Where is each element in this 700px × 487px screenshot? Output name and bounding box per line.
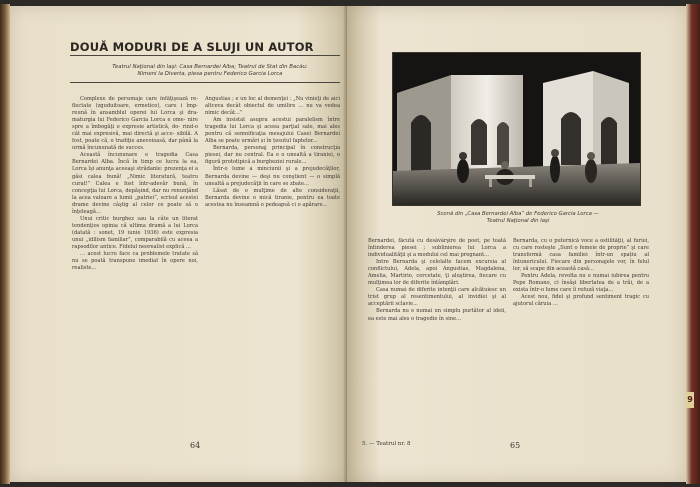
paragraph: Intre Bernarda şi celelalte facem excursia al conflictului, Adela, apoi Angustias, Magdalena, Amelia, Martirio, cercetate, ţi aluştirea, fiecare cu mulţimea lor de diferite întâmplări. <box>368 259 506 287</box>
photo-caption <box>398 211 638 225</box>
paragraph: Casa numai de diferite intenţii care alcătuiesc un trist grup al resentimentului, al invidiei şi al acceptării sclavie... <box>368 287 506 308</box>
book-binding-left <box>0 4 10 484</box>
paragraph: Pentru Adela, revolta nu e numai iubirea pentru Pepe Romano, ci însăşi libertatea de a trăi, de a exista într-o lume care îi refuză viaţa... <box>513 273 649 294</box>
paragraph: Angustias ; e un loc al demenţei : „Nu vinieţi de aici altceva decât obiectul de umilire ... nu va vedea nimic decât...” <box>205 96 340 117</box>
page-tab-marker: 9 <box>686 392 694 408</box>
article-subtitle <box>80 64 340 78</box>
right-page-column-2 <box>513 238 649 448</box>
paragraph: Lăsat de o mulţime de alte consideraţii, Bernarda devine o mică tiranie, pentru ea toate acestea nu înseamnă o pedeapsă ci o apărare... <box>205 187 340 208</box>
caption-line-2: Teatrul Naţional din Iaşi <box>486 218 550 224</box>
paragraph: Bernarda nu e numai un simplu purtător al ideii, ea este mai ales o tragedie în sine... <box>368 308 506 322</box>
right-page-column-1 <box>368 238 506 448</box>
article-title: DOUĂ MODURI DE A SLUJI UN AUTOR <box>70 40 314 54</box>
title-divider-bottom <box>70 82 340 83</box>
caption-line-1: Scenă din „Casa Bernardei Alba” de Federico Garcia Lorca — <box>437 211 599 217</box>
stage-scene-image <box>393 53 640 205</box>
left-page-column-2 <box>205 96 340 446</box>
left-page-column-1 <box>72 96 198 446</box>
paragraph: Această încununare e tragedia Casa Bernardei Alba. Încă în timp ce lucra la ea, Lorca își anunţa aceeaşi strădanie: prezenţa ei a găsi calea bună! „Nimic literatură, teatru curat!” Calea e fost într-adevăr bună, în concepţia lui Lorca, depăşind, dar nu renunţând la acea valoare a lumii „patriei”, scrisul acestei drame devine câştig al celor ce poate să o înţeleagă... <box>72 152 198 215</box>
paragraph: Bernarda, cu o puternică voce a ostilităţii, al furiei, cu care rosteşte „Sunt o femeie de proprie” şi care transformă casa familiei într-un spațiu al întunericului. Fiecare din personajele vor, în felul lor, să scape din această casă... <box>513 238 649 273</box>
page-number-right: 65 <box>510 441 521 450</box>
paragraph: … acest lucru face ca problemele tratate să nu se poată transpune imediat în opere noi, realiste... <box>72 251 198 272</box>
paragraph: Complexe de personaje care înfăţişează re- flectate (zguduitoare, ermetice), care i împ- reună în ansamblul operei lui Lorca şi dra- maturgia lui Federico Garcia Lorca e ome- nire spre a îmbogăţi o expresie artistică, do- rind-o cât mai expresivă, mai directă şi acce- sibilă. A fost, poate că, o tradiţie anevoioasă, dar până la urmă încununată de succes. <box>72 96 198 152</box>
page-footer: 5. — Teatrul nr. 8 <box>362 441 411 447</box>
paragraph: Am insistat asupra acestui paralelism între tragedia lui Lorca şi aceea parţial sale, mai ales pentru că semnificaţia mesajului Casei Bernardei Alba se poate urmări și în țesutul faptelor... <box>205 117 340 145</box>
paragraph: Într-o lume a minciunii şi a prejudecăţilor, Bernarda devine — deşi nu conştient — o simplă unealtă a prejudecăţii în care se zbate... <box>205 166 340 187</box>
paragraph: Acest nou, fidel şi profund sentiment tragic cu ajutorul căruia ... <box>513 294 649 308</box>
subtitle-line-1: Teatrul Naţional din Iaşi: Casa Bernardei Alba; Teatrul de Stat din Bacău: <box>112 64 308 70</box>
title-divider-top <box>70 55 340 56</box>
stage-photo <box>392 52 641 206</box>
paragraph: Unui critic burghez sau la câte un literat tendenţios opinia că ultima dramă a lui Lorca (datată : sonet, 19 iunie 1936) este expresia unui „idilism familiar”, comparabilă cu aceea a rapsodilor antice. Fidelul neorealist explică ... <box>72 215 198 250</box>
page-number-left: 64 <box>190 441 201 450</box>
paragraph: Bernarda, personaj principal în construcţia piesei, dar nu central. Ea e o unealtă a tiraniei, o figură prototipică a burgheziei rurale... <box>205 145 340 166</box>
book-binding-right <box>686 4 700 484</box>
paragraph: Bernardei, făcută cu desăvârşire de poet, pe toată întinderea piesei ; sublinierea lui Lorca a individualităţii şi a modului cel mai pregnant... <box>368 238 506 259</box>
subtitle-line-2: Nimeni la Diverta, piesa pentru Federico Garcia Lorca <box>137 71 283 77</box>
